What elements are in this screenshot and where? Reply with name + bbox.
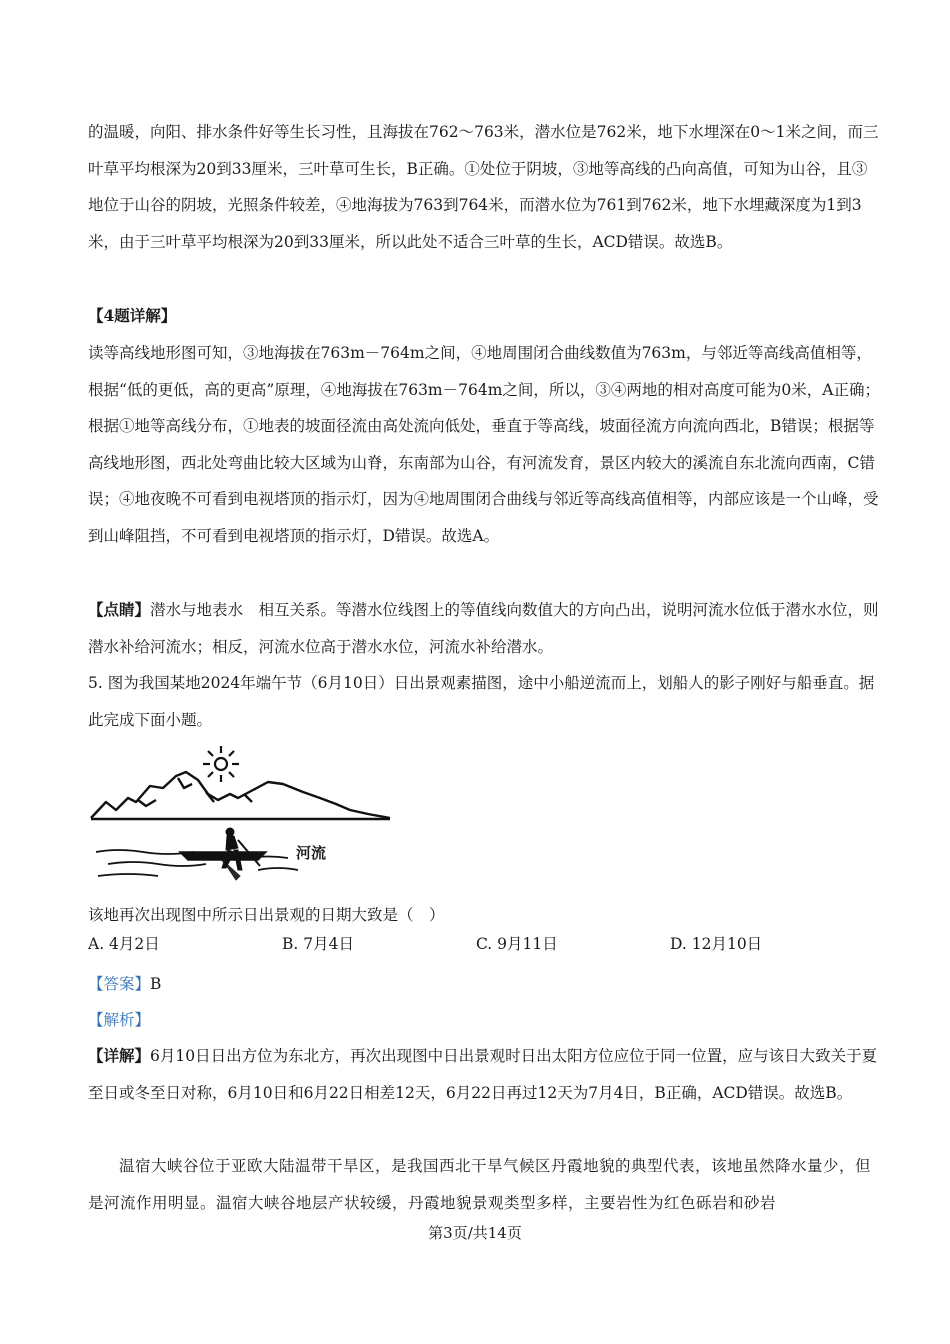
- paragraph-q4-detail: 读等高线地形图可知，③地海拔在763m－764m之间，④地周围闭合曲线数值为763m，与邻近等高线高值相等，根据“低的更低，高的更高”原理，④地海拔在763m－764m之间，所以，③④两地的相对高度可能为0米，A正确；根据①地等高线分布，①地表的坡面径流由高处流向低处，垂直于等高线，坡面径流方向流向西北，B错误；根据等高线地形图，西北处弯曲比较大区域为山脊，东南部为山谷，有河流发育，景区内较大的溪流自东北流向西南，C错误；④地夜晚不可看到电视塔顶的指示灯，因为④地周围闭合曲线与邻近等高线高值相等，内部应该是一个山峰，受到山峰阻挡，不可看到电视塔顶的指示灯，D错误。故选A。: [88, 344, 880, 545]
- answer-line: [88, 966, 880, 1003]
- paragraph-q5-detail: [88, 1038, 880, 1111]
- question-5-stem: 5. 图为我国某地2024年端午节（6月10日）日出景观素描图，途中小船逆流而上，划船人的影子刚好与船垂直。据此完成下面小题。: [88, 674, 875, 729]
- answer-value: B: [150, 975, 162, 993]
- paragraph-reading-material: 温宿大峡谷位于亚欧大陆温带干旱区，是我国西北干旱气候区丹霞地貌的典型代表，该地虽然降水量少，但是河流作用明显。温宿大峡谷地层产状较缓，丹霞地貌景观类型多样，主要岩性为红色砾岩和砂岩: [88, 1157, 872, 1212]
- answer-tag: 【答案】: [88, 975, 151, 993]
- figure-river-label: 河流: [296, 844, 327, 862]
- tip-tag: 【点睛】: [88, 600, 151, 619]
- boat-and-rower-icon: [180, 828, 266, 880]
- heading-q4-detail: [88, 298, 880, 335]
- option-d: D. 12月10日: [670, 935, 763, 953]
- option-b: B. 7月4日: [282, 935, 354, 953]
- option-a: A. 4月2日: [88, 935, 160, 953]
- sunrise-sketch-figure: [88, 740, 408, 890]
- analysis-tag: 【解析】: [88, 1011, 151, 1029]
- question-5-prompt: 该地再次出现图中所示日出景观的日期大致是（ ）: [88, 906, 445, 924]
- option-c: C. 9月11日: [476, 935, 558, 953]
- answer-options: [88, 932, 888, 964]
- q5-detail-text: 6月10日日出方位为东北方，再次出现图中日出景观时日出太阳方位应位于同一位置，应与该日大致关于夏至日或冬至日对称，6月10日和6月22日相差12天，6月22日再过12天为7月4日，B正确，ACD错误。故选B。: [88, 1047, 878, 1102]
- page-footer: 第3页/共14页: [428, 1224, 522, 1242]
- q4-detail-tag: 【4题详解】: [88, 306, 177, 325]
- sun-icon: [203, 746, 239, 782]
- analysis-heading: [88, 1002, 880, 1039]
- tip-text: 潜水与地表水 相互关系。等潜水位线图上的等值线向数值大的方向凸出，说明河流水位低于潜水水位，则潜水补给河流水；相反，河流水位高于潜水水位，河流水补给潜水。: [88, 601, 879, 656]
- q5-detail-tag: 【详解】: [88, 1046, 151, 1065]
- mountain-outline: [91, 772, 390, 819]
- paragraph-previous-analysis: 的温暖，向阳、排水条件好等生长习性，且海拔在762～763米，潜水位是762米，地下水埋深在0～1米之间，而三叶草平均根深为20到33厘米，三叶草可生长，B正确。①处位于阴坡，③地等高线的凸向高值，可知为山谷，且③地位于山谷的阴坡，光照条件较差，④地海拔为763到764米，而潜水位为761到762米，地下水埋藏深度为1到3米，由于三叶草平均根深为20到33厘米，所以此处不适合三叶草的生长，ACD错误。故选B。: [88, 123, 879, 251]
- paragraph-tip: [88, 592, 880, 665]
